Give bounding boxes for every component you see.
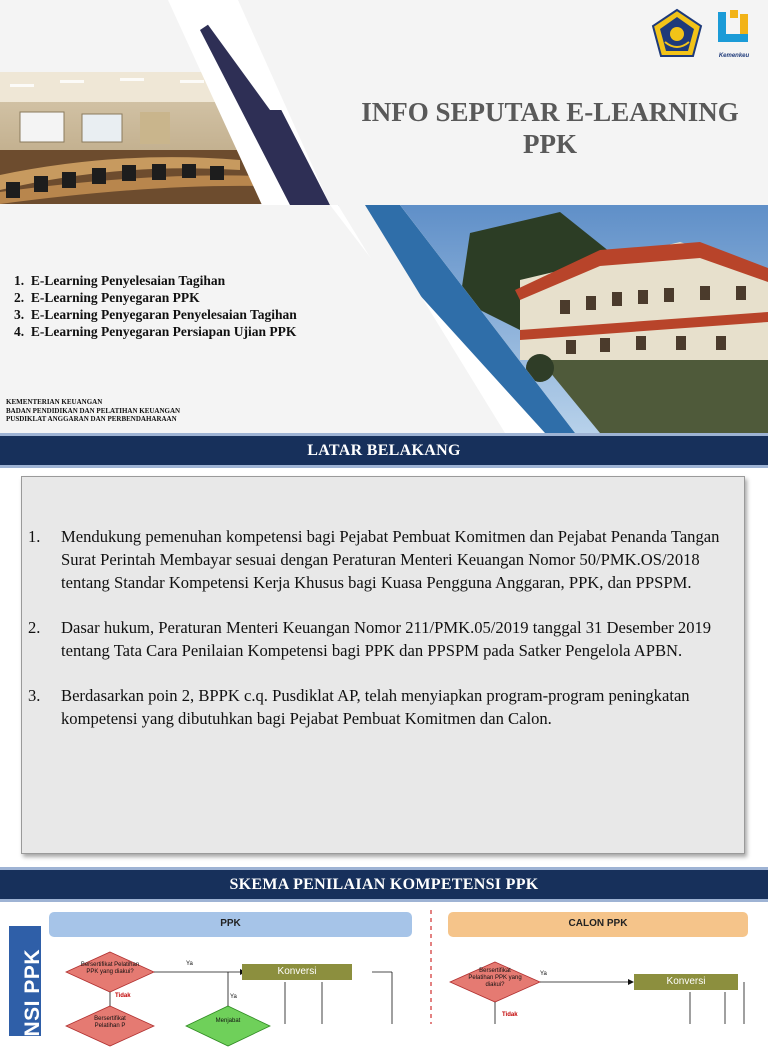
program-item: 4. E-Learning Penyegaran Persiapan Ujian PPK [14, 324, 297, 339]
background-point: 1. Mendukung pemenuhan kompetensi bagi Pejabat Pembuat Komitmen dan Pejabat Penanda Tangan Surat Perintah Membayar sesuai dengan Peraturan Menteri Keuangan Nomor 50/PMK.OS/2018 tentang Standar Kompetensi Kerja Khusus bagi Kuasa Pengguna Anggaran, PPK, dan PPSPM. [28, 527, 720, 592]
kemenkeu-logo-icon [714, 8, 754, 50]
org-line-1: KEMENTERIAN KEUANGAN [6, 398, 103, 406]
decision-diamond-3 [186, 1006, 270, 1046]
kemenkeu-corpu-logo [712, 8, 756, 59]
background-point: 2. Dasar hukum, Peraturan Menteri Keuangan Nomor 211/PMK.05/2019 tanggal 31 Desember 2019 tentang Tata Cara Penilaian Kompetensi bagi PPK dan PPSPM pada Satker Pengelola APBN. [28, 618, 712, 660]
no-label: Tidak [115, 993, 131, 999]
title-banner [0, 0, 768, 433]
background-point: 3. Berdasarkan poin 2, BPPK c.q. Pusdiklat AP, telah menyiapkan program-program peningkatan kompetensi yang dibutuhkan bagi Pejabat Pembuat Komitmen dan Calon. [28, 686, 690, 728]
decision-calon-text: Bersertifikat Pelatihan PPK yang diakui? [468, 968, 522, 988]
yes-label: Ya [540, 971, 547, 977]
background-points [28, 525, 732, 752]
kemenkeu-emblem-icon [651, 8, 703, 65]
scheme-diagram [0, 902, 768, 1051]
calon-ppk-panel-header: CALON PPK [448, 912, 748, 937]
decision-3-text: Menjabat [215, 1018, 241, 1024]
decision-1-text: Bersertifikat Pelatihan PPK yang diakui? [80, 962, 140, 975]
organization-name [6, 398, 180, 424]
no-label: Tidak [502, 1012, 518, 1018]
program-item: 1. E-Learning Penyelesaian Tagihan [14, 273, 226, 288]
program-item: 3. E-Learning Penyegaran Penyelesaian Tagihan [14, 307, 297, 322]
title-line-1: INFO SEPUTAR E-LEARNING [361, 97, 739, 127]
title-line-2: PPK [523, 129, 577, 159]
org-line-2: BADAN PENDIDIKAN DAN PELATIHAN KEUANGAN [6, 406, 181, 415]
konversi-box-calon: Konversi [634, 974, 738, 990]
background-content-box [21, 476, 745, 854]
program-list [14, 272, 297, 340]
side-label: ENSI PPK [21, 948, 44, 1051]
section-header-skema: SKEMA PENILAIAN KOMPETENSI PPK [0, 867, 768, 902]
ppk-panel-header: PPK [49, 912, 412, 937]
kemenkeu-logo-text: Kemenkeu [718, 53, 750, 59]
program-item: 2. E-Learning Penyegaran PPK [14, 290, 200, 305]
section-header-latar-belakang: LATAR BELAKANG [0, 433, 768, 468]
yes-label: Ya [230, 994, 237, 1000]
org-line-3: PUSDIKLAT ANGGARAN DAN PERBENDAHARAAN [6, 415, 177, 423]
yes-label: Ya [186, 961, 193, 967]
decision-2-text: Bersertifikat Pelatihan P [94, 1016, 126, 1029]
page-title [355, 96, 745, 160]
konversi-box-ppk: Konversi [242, 964, 352, 980]
